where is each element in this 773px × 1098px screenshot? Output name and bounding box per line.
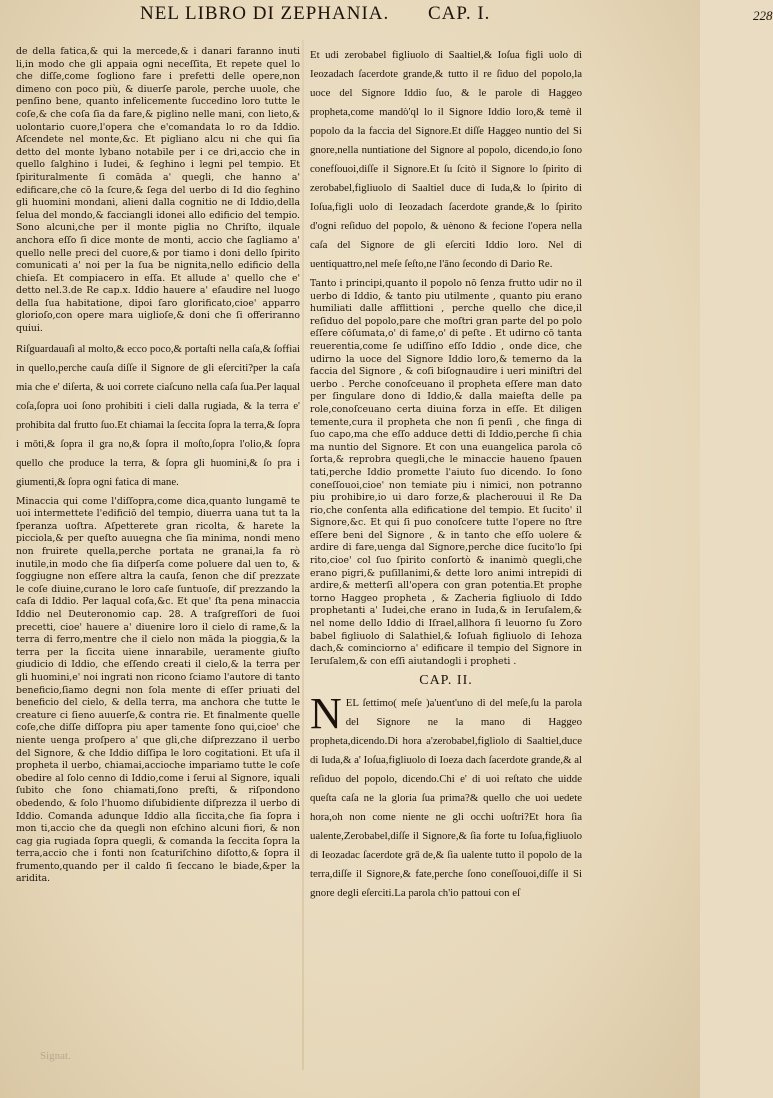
chapter-heading: CAP. II. [419,673,473,689]
left-column [16,46,300,1061]
scripture-paragraph [310,689,582,903]
header-chapter: CAP. I. [428,3,491,24]
commentary-paragraph: Tanto i principi,quanto il popolo nō ſenza frutto udir no il uerbo di Iddio, & tanto piu utilmente , quanto piu erano humiliati dalle afflittioni , perche quello che dice,il reſiduo del popolo,pare che moſtri gran parte del po polo eſſere cōſumata,o' di fame,o' di peſte . Et udirno cō tanta reuerentia,come ſe udiſſino eſſo Iddio , onde dice, che udirno la uoce del Signore Iddio loro,& temerno da la faccia del Signore , & coſi biſognaudire i ueri miniſtri del uerbo . Perche conoſceuano il propheta eſſere man dato per ſingulare dono di Iddio,& dalla maieſta delle pa role,conoſceuano certa diuina forza in eſſe. Et diligen temente,cura il propheta che non ſi penſi , che finga di ſuo capo,ma che eſſo adduce detti di Iddio,perche ſi chia ma nuntio del Signore. Et con una euangelica parola cō ſorta,& reprobra quegli,che le minaccie haueno ſpauen tati,perche Iddio promette l'aiuto ſuo dicendo. Io ſono coneſſouoi,cioe' non temiate piu i nimici, non potranno piu prohibire,io ui daro forze,& placherouui il Re Da rio,che conſenta alla edificatione del tempio. Et ſucito' il Signore,&c. Et qui ſi puo conoſcere tutte l'opere no ſtre eſſere beni del Signore , & in tanto che eſſo uolere & ardire di fare,uenga dal Signore,perche dice ſucito'lo ſpi rito,cioe' col ſuo ſpirito conſortò & inanimò quegli,che erano pigri,& puſillanimi,& dette loro animi intrepidi di ardire,& metterſi all'opera con gran potentia.Et prophe torno Haggeo propheta , & Zacheria figliuolo di Iddo prophetanti a' Iudei,che erano in Iuda,& in Ieruſalem,& nel nome dello Iddio di Iſrael,allhora ſi leuorno ſu Zoro babel figliuolo di Salathiel,& Ioſuah figliuolo di Iehoza dach,& cominciorno a' edificare il tempio del Signore in Ieruſalem,& con eſſi aiutandogli i propheti . [310,278,582,667]
header-title: NEL LIBRO DI ZEPHANIA. [140,3,390,24]
scripture-paragraph: Et udi zerobabel figliuolo di Saaltiel,& Ioſua figli uolo di Ieozadach ſacerdote grande,& tutto il re ſiduo del popolo,la uoce del Signore Iddio ſuo, & le parole di Haggeo propheta,come mandò'ql lo il Signore Iddio loro,& temè il popolo da la faccia del Signore.Et diſſe Haggeo nuntio del Si gnore,nella nuntiatione del Signore al popolo, dicendo,io ſono conefſouoi,diſſe il Signore.Et ſu ſcitò il Signore lo ſpirito di zerobabel,figliuolo di Saaltiel duce di Iuda,& lo ſpirito di Ioſua,figli uolo di Ieozadach ſacerdote grande,& lo ſpirito d'ogni reſiduo del popolo, & uènono & fecione l'opera nella caſa del Signore de gli eſerciti Iddio loro. Nel di uentiquattro,nel meſe ſeſto,ne l'āno ſecondo di Dario Re. [310,49,582,270]
running-header [140,3,773,27]
commentary-paragraph: de della fatica,& qui la mercede,& i danari faranno inuti li,in modo che gli appaia ogni neceſſita, Et repete quel lo che diſſe,come ſogliono fare i prefetti delle opere,non dimeno con poco più, & diuerſe parole, perche uuole, che penſino bene, quanto infelicemente ſuccedino loro tutte le coſe,& che coſa ſia da fare,& piglino nelle mani, con lieto,& uolontario cuore,l'opera che e'comandata lo ro da Iddio. Aſcendete nel monte,&c. Et pigliano alcu ni che qui ſia detto del monte lybano notabile per i ce dri,accio che in quello ſalghino i Iudei, & ſeghino i legni pel tempio. Et ſpirituralmente ſi comāda a' quegli, che hanno a' edificare,che cō la ſcure,& ſega del uerbo di Id dio ſeghino gli huomini mondani, alieni dalla cognitio ne di Iddio,della ſelua del mondo,& facciangli idonei allo edificio del tempio. Sono alcuni,che per il monte piglia no Chriſto, ilquale anchora eſſo ſi dice monte de monti, accio che ſagliamo a' quello nelle preci del cuore,& por tiamo i doni dello ſpirito comunicati a' noi per la ſua be nignita,nello edificio della chieſa. Et compiacero in eſſa. Et allude a' quello che e' detto nel.3.de Re cap.x. Iddio hauere a' eſaudire nel luogo della ſua habitatione, dipoi ſaro glorificato,cioe' apparro glorioſo,con opere mara uiglioſe,& doni che ſi offeriranno quiui. [16,46,300,335]
signature-mark: Signat. [40,1050,71,1062]
scripture-paragraph: Riſguardauaſi al molto,& ecco poco,& portaſti nella caſa,& ſoffiai in quello,perche cauſa diſſe il Signore de gli eſerciti?per la caſa mia che e' diſerta, & uoi correte ciaſcuno nella caſa ſua.Per laqual coſa,ſopra uoi ſono prohibiti i cieli dalla rugiada, & la terra e' prohibita dal frutto ſuo.Et chiamai la ſeccita ſopra la terra,& ſopra i mōti,& ſopra il gra no,& ſopra il moſto,ſopra l'olio,& ſopra quello che produce la terra, & ſopra gli huomini,& ſo pra i giumenti,& ſopra ogni fatica di mane. [16,342,300,488]
commentary-paragraph: Minaccia qui come l'diſſopra,come dica,quanto lungamē te uoi intermettete l'edificiō del tempio, diuerra uana tut ta la ſperanza uoſtra. Aſpetterete gran ricolta, & harete la picciola,& per queſto auuegna che ſia minima, nondi meno non fruirete quella,perche portata ne granai,la fa rò inutile,in modo che ſia diſperſa come poluere dal uen to, & ſoggiugne non eſſere altra la cauſa, ſenon che diſ prezzate le coſe diuine,curano le loro caſe ſuntuoſe, diſ prezzando la caſa di Iddio. Per laqual coſa,&c. Et que' ſta pena minaccia Iddio nel Deuteronomio cap. 28. A traſgreſſori de ſuoi precetti, cioe' hauere a' diuenire loro il cielo di rame,& la terra di ferro,mentre che il cielo non māda la pioggia,& la terra per la ſiccita uiene innarabile, ueramente giuſto giudicio di Iddio, che eſſendo creati il cielo,& la terra per gli huomini,e' noi ingrati non ricono ſciamo l'autore di tanto beneficio,ſiamo degni non ſola mente di eſſer priuati del beneficio del cielo, & della terra, ma anchora che tutte le creature ci ſieno auuerſe,& contra rie. Et finalmente quelle coſe,che diſſe diſſopra piu aper tamente ſono qui,cioe' che niente uenga proſpero a' que gli,che diſprezzano il uerbo del Signore, & che Iddio diſſipa le loro cogitationi. Et uſa il propheta il uerbo, chiamai,accioche impariamo tutte le coſe obedire al ſolo cenno di Iddio,come i ſerui al Signore, iquali ſubito che ſono chiamati,ſono preſti, & riſpondono obedendo, & ſolo l'huomo diſubidiente diſprezza il uerbo di Iddio. Comanda adunque Iddio alla ſiccita,che ſia ſopra i mon ti,accio che da quegli non eſchino alcuni fiori, & non cag gia rugiada ſopra quegli, & comanda la ſeccita ſopra la terra,accio che i fonti non ſcaturiſchino diſotto,& ſopra il frumento,quando per il caldo ſi ſeccano le biade,&per la aridita. [16,495,300,885]
drop-cap: N [310,689,342,739]
column-gutter [302,40,304,1070]
right-column [310,46,582,1061]
chapter-text: EL ſettimo( meſe )a'uent'uno di del meſe,ſu la parola del Signore ne la mano di Haggeo propheta,dicendo.Di hora a'zerobabel,figliolo di Saaltiel,duce di Iuda,& a' Ioſua,figliuolo di Ioeza dach ſacerdote grande,& al reſiduo del popolo, dicendo.Chi e' di uoi reſtato che uidde queſta caſa ne la gloria ſua prima?& quello che uoi uedete hora,oh non come niente ne gli occhi uoſtri?Et hora ſia ualente,Zerobabel,diſſe il Signore,& ſia forte tu Ioſua,figliuolo di Ieozadac ſacerdote grā de,& ſia ualente tutto il popolo de la terra,diſſe il Signore,& fate,perche ſono coneſſouoi,diſſe il Si gnore degli eſerciti.La parola ch'io pattoui con eſ [310,697,582,900]
page-number: 228 [753,8,773,23]
